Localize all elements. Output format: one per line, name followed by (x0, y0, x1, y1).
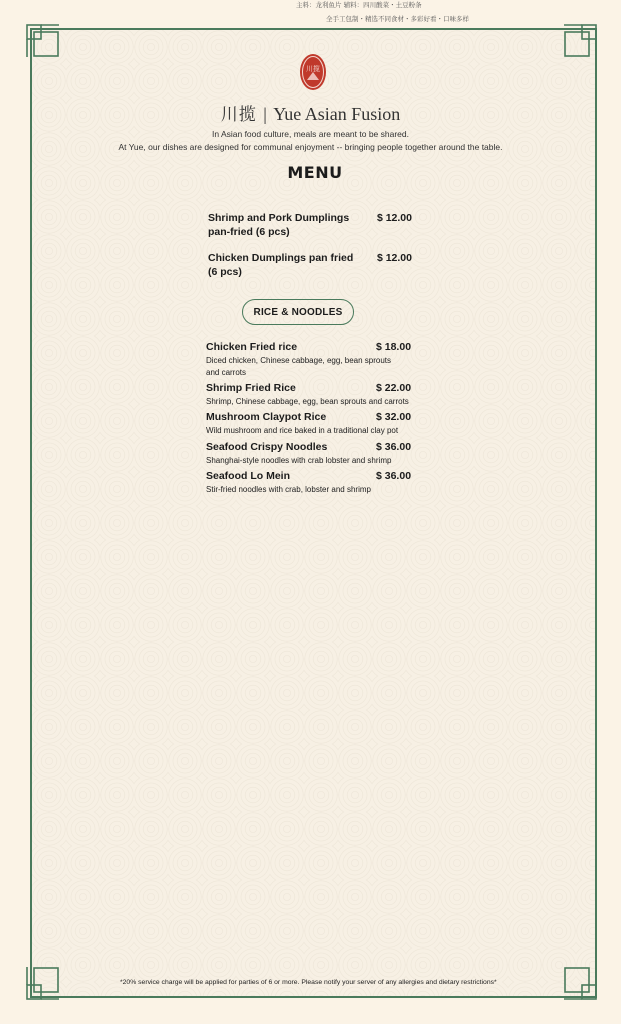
rice-noodle-item (206, 382, 421, 408)
corner-ornament-top-right (563, 24, 597, 58)
item-name: Shrimp Fried Rice (206, 382, 296, 394)
menu-title: MENU (287, 163, 343, 182)
dumpling-name: Chicken Dumplings pan fried (6 pcs) (208, 252, 354, 278)
item-price: $ 32.00 (376, 411, 412, 423)
dumpling-name: Shrimp and Pork Dumplings pan-fried (6 pcs) (208, 212, 350, 238)
item-description: Stir-fried noodles with crab, lobster and shrimp (206, 485, 371, 494)
brand-chinese-name: 川揽 (220, 105, 257, 125)
item-price: $ 36.00 (376, 470, 412, 482)
corner-ornament-bottom-right (563, 966, 597, 1000)
top-note-description: 全手工包制・精选不同食材・多彩好看・口味多样 (326, 15, 469, 23)
intro-line-1: In Asian food culture, meals are meant to be shared. (211, 129, 410, 139)
corner-ornament-bottom-left (26, 966, 60, 1000)
item-description: Shrimp, Chinese cabbage, egg, bean sprouts and carrots (206, 397, 409, 406)
item-name: Seafood Lo Mein (206, 470, 290, 482)
brand-english-name: Yue Asian Fusion (273, 104, 401, 124)
item-price: $ 18.00 (376, 341, 412, 353)
top-note-ingredients: 主料：龙利鱼片 辅料：四川酸菜・土豆粉条 (296, 1, 422, 9)
rice-noodle-item (206, 470, 421, 496)
item-description: Diced chicken, Chinese cabbage, egg, bean sprouts and carrots (206, 356, 392, 377)
corner-ornament-top-left (26, 24, 60, 58)
service-charge-footnote: *20% service charge will be applied for parties of 6 or more. Please notify your server of any allergies and dietary restrictions* (120, 979, 497, 986)
rice-noodle-item (206, 411, 421, 437)
brand-separator: | (263, 104, 267, 124)
item-name: Seafood Crispy Noodles (206, 441, 328, 453)
restaurant-seal-logo (298, 52, 328, 92)
section-rice-noodles: RICE & NOODLES (242, 299, 354, 325)
item-price: $ 36.00 (376, 441, 412, 453)
rice-noodle-item (206, 441, 421, 467)
dumpling-price: $ 12.00 (376, 252, 412, 264)
rice-noodle-item (206, 341, 421, 378)
item-description: Shanghai-style noodles with crab lobster and shrimp (206, 456, 392, 465)
item-name: Chicken Fried rice (206, 341, 298, 353)
item-price: $ 22.00 (376, 382, 412, 394)
intro-line-2: At Yue, our dishes are designed for communal enjoyment -- bringing people together around the table. (118, 142, 503, 152)
dumpling-item (208, 211, 418, 239)
dumpling-item (208, 251, 418, 279)
dumpling-price: $ 12.00 (376, 212, 412, 224)
item-name: Mushroom Claypot Rice (206, 411, 327, 423)
restaurant-brand (0, 100, 621, 125)
item-description: Wild mushroom and rice baked in a traditional clay pot (206, 426, 399, 435)
svg-text:川揽: 川揽 (306, 65, 320, 73)
